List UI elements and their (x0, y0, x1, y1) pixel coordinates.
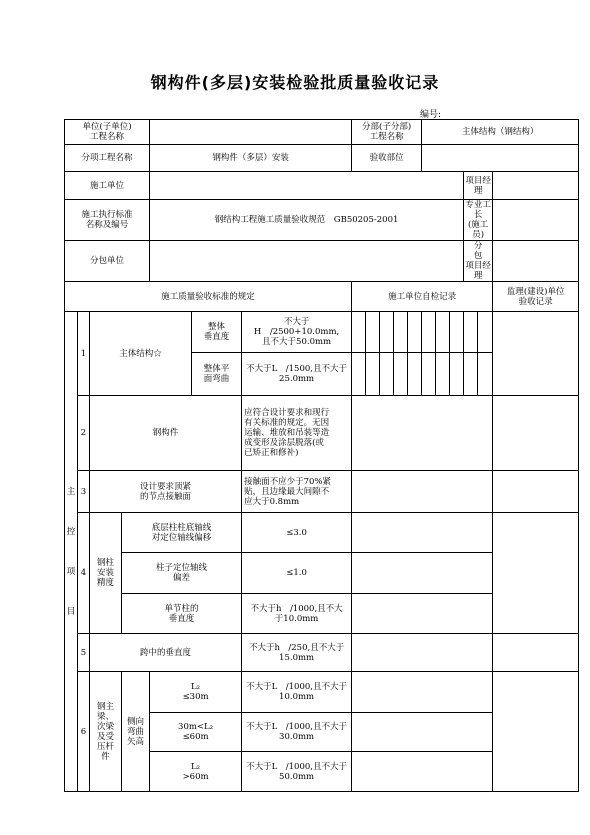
requirement: 不大于L /1000,且不大于 10.0mm (242, 672, 352, 713)
doc-number-label: 编号: (420, 110, 442, 120)
sub-label: 底层柱柱底轴线 对定位轴线偏移 (122, 513, 242, 553)
item-no: 4 (78, 513, 90, 634)
item-no: 1 (78, 312, 90, 396)
self-check-cell[interactable] (352, 353, 366, 396)
item-no: 5 (78, 634, 90, 672)
sub-manager-label: 分 包 项目经理 (465, 241, 491, 281)
item-name: 钢主 梁、 次梁 及受 压杆 件 (90, 672, 122, 792)
foreman-value[interactable] (493, 200, 579, 241)
requirement: ≤1.0 (242, 553, 352, 594)
requirement: 不大于h /1000,且不大 于10.0mm (242, 594, 352, 634)
unit-value[interactable] (150, 120, 352, 145)
sub-manager-value[interactable] (493, 241, 579, 282)
item-name: 设计要求顶紧 的节点接触面 (90, 471, 242, 513)
construction-unit-label: 施工单位 (65, 172, 150, 200)
column-standard: 施工质量验收标准的规定 (65, 282, 352, 312)
item-no: 3 (78, 471, 90, 513)
division-label: 分部(子分部) 工程名称 (352, 120, 422, 145)
subitem-label: 分项工程名称 (65, 145, 150, 172)
self-check-cell[interactable] (380, 312, 394, 353)
division-value[interactable]: 主体结构（钢结构） (422, 120, 579, 145)
item-name: 跨中的垂直度 (90, 634, 242, 672)
item-name: 钢构件 (90, 396, 242, 471)
self-check-cell[interactable] (366, 353, 380, 396)
sub-label: 30m<L₂ ≤60m (150, 713, 242, 752)
self-check-cell[interactable] (408, 312, 422, 353)
self-check-cell[interactable] (352, 312, 366, 353)
requirement: 不大于L /1500,且不大于 25.0mm (242, 353, 352, 396)
supervision-cell[interactable] (493, 513, 579, 634)
supervision-cell[interactable] (493, 471, 579, 513)
unit-label: 单位(子单位) 工程名称 (65, 120, 150, 145)
self-check-cell[interactable] (352, 713, 493, 752)
standard-value[interactable]: 钢结构工程施工质量验收规范 GB50205-2001 (150, 200, 464, 241)
self-check-cell[interactable] (394, 353, 408, 396)
foreman-label: 专业工长 (施工员) (465, 200, 491, 240)
self-check-cell[interactable] (422, 312, 436, 353)
construction-unit-value[interactable] (150, 172, 464, 200)
self-check-cell[interactable] (352, 594, 493, 634)
self-check-cell[interactable] (352, 752, 493, 792)
item-no: 6 (78, 672, 90, 792)
self-check-cell[interactable] (436, 353, 450, 396)
standard-label: 施工执行标准 名称及编号 (65, 200, 150, 241)
requirement: 不大于h /250,且不大于 15.0mm (242, 634, 352, 672)
supervision-cell[interactable] (493, 312, 579, 396)
requirement: 不大于L /1000,且不大于 50.0mm (242, 752, 352, 792)
self-check-cell[interactable] (478, 353, 493, 396)
requirement: ≤3.0 (242, 513, 352, 553)
self-check-cell[interactable] (352, 513, 493, 553)
project-manager-value[interactable] (493, 172, 579, 200)
sub-label: L₂ ≤30m (150, 672, 242, 713)
supervision-cell[interactable] (493, 672, 579, 792)
self-check-cell[interactable] (352, 553, 493, 594)
requirement: 应符合设计要求和现行 有关标准的规定。无因 运输、堆放和吊装等造 成变形及涂层脱落(或 已矫正和修补) (242, 396, 352, 471)
item-no: 2 (78, 396, 90, 471)
self-check-cell[interactable] (450, 353, 464, 396)
self-check-cell[interactable] (352, 672, 493, 713)
self-check-cell[interactable] (408, 353, 422, 396)
self-check-cell[interactable] (464, 312, 478, 353)
sub-label: 单节柱的 垂直度 (122, 594, 242, 634)
inspect-part-value[interactable] (422, 145, 579, 172)
main-control-label: 主 控 项 目 (65, 312, 78, 792)
self-check-cell[interactable] (352, 634, 493, 672)
self-check-cell[interactable] (464, 353, 478, 396)
column-supervision: 监理(建设)单位 验收记录 (493, 282, 579, 312)
self-check-cell[interactable] (380, 353, 394, 396)
subitem-value[interactable]: 钢构件（多层）安装 (150, 145, 352, 172)
item-name: 钢柱 安装 精度 (90, 513, 122, 634)
sub-label: 柱子定位轴线 偏差 (122, 553, 242, 594)
self-check-cell[interactable] (436, 312, 450, 353)
inspection-table (64, 119, 579, 792)
item-name: 主体结构☆ (90, 312, 192, 396)
self-check-cell[interactable] (352, 396, 493, 471)
self-check-cell[interactable] (422, 353, 436, 396)
self-check-cell[interactable] (394, 312, 408, 353)
subcontractor-value[interactable] (150, 241, 464, 282)
group-label: 侧向 弯曲 矢高 (122, 672, 150, 792)
self-check-cell[interactable] (478, 312, 493, 353)
requirement: 不大于L /1000,且不大于 30.0mm (242, 713, 352, 752)
column-self-check: 施工单位自检记录 (352, 282, 493, 312)
inspect-part-label: 验收部位 (352, 145, 422, 172)
subcontractor-label: 分包单位 (65, 241, 150, 282)
project-manager-label: 项目经理 (464, 172, 493, 200)
sub-label: 整体 垂直度 (192, 312, 242, 353)
page-title: 钢构件(多层)安装检验批质量验收记录 (150, 73, 440, 92)
self-check-cell[interactable] (352, 471, 493, 513)
supervision-cell[interactable] (493, 634, 579, 672)
self-check-cell[interactable] (366, 312, 380, 353)
requirement: 接触面不应少于70%紧 贴，且边缘最大间隙不 应大于0.8mm (242, 471, 352, 513)
self-check-cell[interactable] (450, 312, 464, 353)
sub-label: L₂ >60m (150, 752, 242, 792)
supervision-cell[interactable] (493, 396, 579, 471)
requirement: 不大于H /2500+10.0mm, 且不大于50.0mm (242, 312, 352, 353)
sub-label: 整体平 面弯曲 (192, 353, 242, 396)
